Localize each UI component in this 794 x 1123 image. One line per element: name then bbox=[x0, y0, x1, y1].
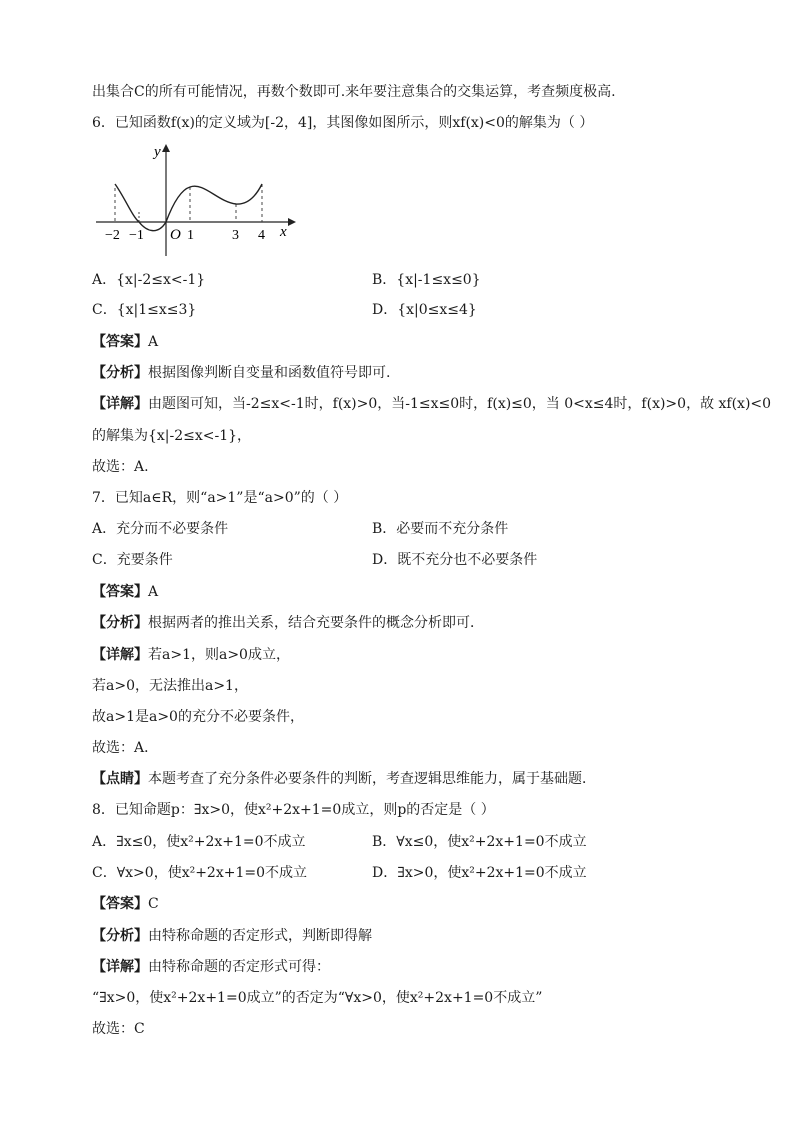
q8-option-c: C．∀x>0，使x²+2x+1=0不成立 bbox=[92, 865, 308, 881]
comment-tag: 【点睛】 bbox=[92, 771, 148, 787]
detail-tag: 【详解】 bbox=[92, 647, 148, 663]
q6-detail-line1 bbox=[92, 394, 771, 414]
q8-answer bbox=[92, 894, 159, 914]
q6-analysis bbox=[92, 363, 390, 383]
intro-line: 出集合C的所有可能情况，再数个数即可.来年要注意集合的交集运算，考查频度极高. bbox=[92, 84, 616, 100]
function-curve bbox=[115, 184, 262, 231]
analysis-tag: 【分析】 bbox=[92, 928, 148, 944]
q6-option-d: D．{x|0≤x≤4} bbox=[372, 302, 477, 318]
q8-detail-line2: “∃x>0，使x²+2x+1=0成立”的否定为“∀x>0，使x²+2x+1=0不成立” bbox=[92, 990, 543, 1006]
y-axis-label: y bbox=[154, 144, 161, 160]
q7-option-a: A．充分而不必要条件 bbox=[92, 521, 229, 537]
q6-detail-line2: 的解集为{x|-2≤x<-1}， bbox=[92, 428, 252, 444]
q7-stem: 7．已知a∈R，则“a>1”是“a>0”的（ ） bbox=[92, 490, 348, 506]
q7-comment bbox=[92, 769, 596, 789]
q6-function-graph bbox=[92, 140, 302, 260]
detail-tag: 【详解】 bbox=[92, 959, 148, 975]
q7-detail-line2: 若a>0，无法推出a>1， bbox=[92, 678, 248, 694]
q6-option-b: B．{x|-1≤x≤0} bbox=[372, 272, 481, 288]
tick-label-4: 4 bbox=[258, 228, 265, 243]
detail-tag: 【详解】 bbox=[92, 396, 148, 412]
q8-option-a: A．∃x≤0，使x²+2x+1=0不成立 bbox=[92, 834, 306, 850]
q8-option-d: D．∃x>0，使x²+2x+1=0不成立 bbox=[372, 865, 587, 881]
q6-option-c: C．{x|1≤x≤3} bbox=[92, 302, 197, 318]
detail-text: 由特称命题的否定形式可得： bbox=[148, 959, 330, 975]
q6-stem: 6．已知函数f(x)的定义域为[-2，4]，其图像如图所示，则xf(x)<0的解集为（ ） bbox=[92, 115, 594, 131]
q8-detail-line1 bbox=[92, 957, 330, 977]
tick-label-1: 1 bbox=[187, 228, 194, 243]
analysis-text: 由特称命题的否定形式，判断即得解 bbox=[148, 928, 372, 944]
q7-choose: 故选：A． bbox=[92, 740, 159, 756]
q6-answer bbox=[92, 332, 158, 352]
q7-option-b: B．必要而不充分条件 bbox=[372, 521, 509, 537]
q7-analysis bbox=[92, 613, 484, 633]
q8-stem: 8．已知命题p：∃x>0，使x²+2x+1=0成立，则p的否定是（ ） bbox=[92, 802, 495, 818]
q7-option-c: C．充要条件 bbox=[92, 552, 173, 568]
answer-tag: 【答案】 bbox=[92, 334, 148, 350]
q7-detail-line1 bbox=[92, 645, 290, 665]
answer-value: C bbox=[148, 896, 159, 912]
answer-value: A bbox=[148, 584, 159, 600]
x-axis-label: x bbox=[280, 224, 287, 240]
q8-choose: 故选：C bbox=[92, 1021, 145, 1037]
y-axis-arrow bbox=[162, 144, 170, 152]
detail-text: 若a>1，则a>0成立， bbox=[148, 647, 290, 663]
tick-label-minus2: −2 bbox=[105, 228, 120, 243]
answer-tag: 【答案】 bbox=[92, 584, 148, 600]
q6-option-a: A．{x|-2≤x<-1} bbox=[92, 272, 206, 288]
q7-detail-line3: 故a>1是a>0的充分不必要条件， bbox=[92, 709, 304, 725]
x-axis-arrow bbox=[288, 218, 296, 226]
analysis-text: 根据图像判断自变量和函数值符号即可. bbox=[148, 365, 391, 381]
q7-option-d: D．既不充分也不必要条件 bbox=[372, 552, 538, 568]
analysis-tag: 【分析】 bbox=[92, 365, 148, 381]
q8-option-b: B．∀x≤0，使x²+2x+1=0不成立 bbox=[372, 834, 587, 850]
answer-tag: 【答案】 bbox=[92, 896, 148, 912]
origin-label: O bbox=[170, 227, 181, 243]
comment-text: 本题考查了充分条件必要条件的判断，考查逻辑思维能力，属于基础题． bbox=[148, 771, 596, 787]
analysis-tag: 【分析】 bbox=[92, 615, 148, 631]
tick-label-minus1: −1 bbox=[129, 228, 144, 243]
q6-choose: 故选：A. bbox=[92, 459, 149, 475]
q8-analysis bbox=[92, 926, 372, 946]
answer-value: A bbox=[148, 334, 159, 350]
tick-label-3: 3 bbox=[232, 228, 239, 243]
analysis-text: 根据两者的推出关系，结合充要条件的概念分析即可． bbox=[148, 615, 484, 631]
q7-answer bbox=[92, 582, 158, 602]
detail-text: 由题图可知，当-2≤x<-1时，f(x)>0，当-1≤x≤0时，f(x)≤0，当 0<x≤4时，f(x)>0，故 xf(x)<0 bbox=[148, 396, 772, 412]
